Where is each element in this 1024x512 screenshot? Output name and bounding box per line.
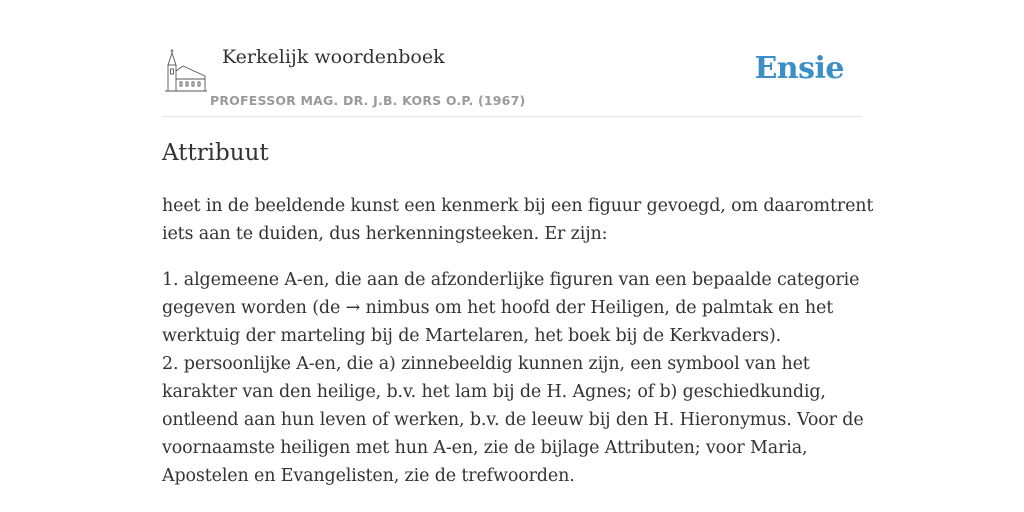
text-line: karakter van den heilige, b.v. het lam bij de H. Agnes; of b) geschiedkundig, bbox=[162, 382, 826, 402]
text-line: 1. algemeene A-en, die aan de afzonderlijke figuren van een bepaalde categorie bbox=[162, 270, 860, 290]
book-title[interactable]: Kerkelijk woordenboek bbox=[222, 46, 445, 68]
entry-content bbox=[162, 192, 874, 508]
entry-body-paragraph bbox=[162, 266, 862, 490]
text-line: voornaamste heiligen met hun A-en, zie de bijlage Attributen; voor Maria, bbox=[162, 438, 808, 458]
text-line: heet in de beeldende kunst een kenmerk bij een figuur gevoegd, om daaromtrent bbox=[162, 196, 874, 216]
text-line: ontleend aan hun leven of werken, b.v. de leeuw bij den H. Hieronymus. Voor de bbox=[162, 410, 864, 430]
text-line: gegeven worden (de → nimbus om het hoofd der Heiligen, de palmtak en het bbox=[162, 298, 834, 318]
book-author: PROFESSOR MAG. DR. J.B. KORS O.P. (1967) bbox=[210, 93, 526, 108]
entry-intro-paragraph bbox=[162, 192, 874, 248]
text-line: Apostelen en Evangelisten, zie de trefwoorden. bbox=[162, 466, 575, 486]
entry-title: Attribuut bbox=[162, 140, 269, 166]
text-line: werktuig der marteling bij de Martelaren, het boek bij de Kerkvaders). bbox=[162, 326, 782, 346]
text-line: iets aan te duiden, dus herkenningsteeken. Er zijn: bbox=[162, 224, 608, 244]
header bbox=[162, 40, 862, 117]
church-icon[interactable] bbox=[165, 49, 207, 95]
ensie-logo-link[interactable]: Ensie bbox=[754, 51, 844, 86]
text-line: 2. persoonlijke A-en, die a) zinnebeeldig kunnen zijn, een symbool van het bbox=[162, 354, 810, 374]
